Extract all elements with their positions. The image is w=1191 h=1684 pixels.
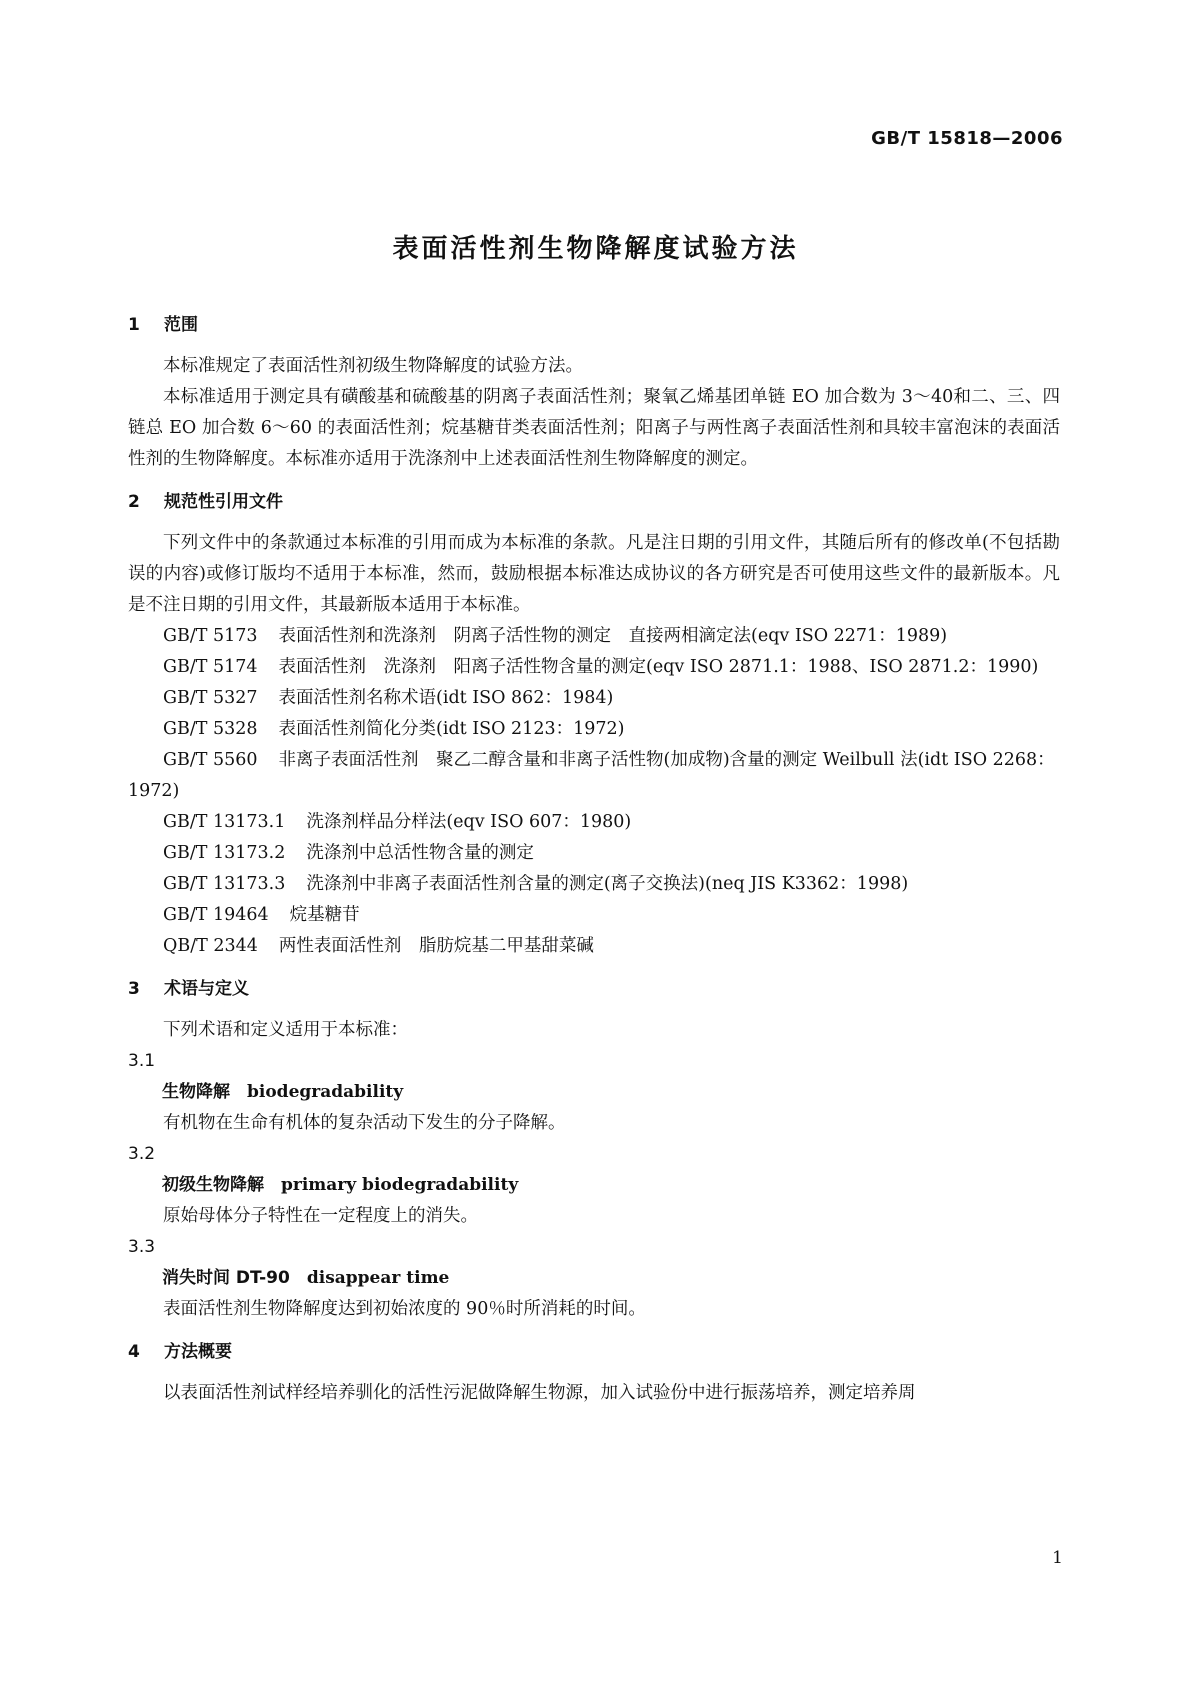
reference-code: GB/T 13173.2 bbox=[163, 843, 286, 863]
reference-item bbox=[128, 807, 1060, 838]
term-definition: 原始母体分子特性在一定程度上的消失。 bbox=[163, 1206, 478, 1226]
term-heading bbox=[128, 1170, 1060, 1201]
section-title: 方法概要 bbox=[164, 1342, 232, 1362]
reference-title: 表面活性剂和洗涤剂 阴离子活性物的测定 直接两相滴定法(eqv ISO 2271：1989) bbox=[278, 626, 948, 646]
term-chinese: 消失时间 DT-90 bbox=[162, 1268, 290, 1288]
reference-item bbox=[128, 714, 1060, 745]
term-chinese: 生物降解 bbox=[162, 1082, 230, 1102]
section-1-heading bbox=[128, 310, 1060, 341]
reference-code: GB/T 13173.3 bbox=[163, 874, 286, 894]
reference-title: 洗涤剂中总活性物含量的测定 bbox=[306, 843, 534, 863]
section-title: 术语与定义 bbox=[164, 979, 249, 999]
term-definition: 表面活性剂生物降解度达到初始浓度的 90％时所消耗的时间。 bbox=[163, 1299, 646, 1319]
term-number: 3.1 bbox=[128, 1051, 156, 1071]
section-number: 4 bbox=[128, 1342, 140, 1362]
reference-item bbox=[128, 931, 1060, 962]
section-2-heading bbox=[128, 487, 1060, 518]
reference-item bbox=[128, 683, 1060, 714]
reference-title: 烷基糖苷 bbox=[289, 905, 360, 925]
document-title: 表面活性剂生物降解度试验方法 bbox=[392, 234, 799, 264]
reference-item bbox=[128, 900, 1060, 931]
term-number: 3.2 bbox=[128, 1144, 156, 1164]
standard-number: GB/T 15818—2006 bbox=[871, 128, 1063, 149]
section-title: 规范性引用文件 bbox=[164, 492, 283, 512]
reference-title: 表面活性剂名称术语(idt ISO 862：1984) bbox=[278, 688, 614, 708]
paragraph: 本标准规定了表面活性剂初级生物降解度的试验方法。 bbox=[163, 356, 583, 376]
page-number: 1 bbox=[1052, 1548, 1063, 1568]
reference-title: 表面活性剂简化分类(idt ISO 2123：1972) bbox=[278, 719, 625, 739]
reference-code: GB/T 19464 bbox=[163, 905, 269, 925]
reference-code: GB/T 5560 bbox=[163, 750, 258, 770]
term-english: primary biodegradability bbox=[281, 1175, 519, 1195]
paragraph: 下列术语和定义适用于本标准： bbox=[163, 1020, 408, 1040]
paragraph: 下列文件中的条款通过本标准的引用而成为本标准的条款。凡是注日期的引用文件，其随后所有的修改单(不包括勘误的内容)或修订版均不适用于本标准，然而，鼓励根据本标准达成协议的各方研究是否可使用这些文件的最新版本。凡是不注日期的引用文件，其最新版本适用于本标准。 bbox=[128, 533, 1060, 615]
reference-code: GB/T 5328 bbox=[163, 719, 258, 739]
term-number: 3.3 bbox=[128, 1237, 156, 1257]
reference-title: 表面活性剂 洗涤剂 阳离子活性物含量的测定(eqv ISO 2871.1：1988、ISO 2871.2：1990) bbox=[278, 657, 1039, 677]
section-3-heading bbox=[128, 974, 1060, 1005]
reference-code: GB/T 13173.1 bbox=[163, 812, 286, 832]
reference-code: GB/T 5173 bbox=[163, 626, 258, 646]
reference-code: GB/T 5327 bbox=[163, 688, 258, 708]
term-heading bbox=[128, 1077, 1060, 1108]
reference-item bbox=[128, 652, 1060, 683]
section-number: 2 bbox=[128, 492, 140, 512]
term-heading bbox=[128, 1263, 1060, 1294]
paragraph: 以表面活性剂试样经培养驯化的活性污泥做降解生物源，加入试验份中进行振荡培养，测定培养周 bbox=[163, 1383, 916, 1403]
reference-item bbox=[128, 869, 1060, 900]
reference-title: 非离子表面活性剂 聚乙二醇含量和非离子活性物(加成物)含量的测定 Weilbull 法(idt ISO 2268：1972) bbox=[128, 750, 1055, 801]
paragraph: 本标准适用于测定具有磺酸基和硫酸基的阴离子表面活性剂；聚氧乙烯基团单链 EO 加合数为 3～40和二、三、四链总 EO 加合数 6～60 的表面活性剂；烷基糖苷类表面活性剂；阳离子与两性离子表面活性剂和具较丰富泡沫的表面活性剂的生物降解度。本标准亦适用于洗涤剂中上述表面活性剂生物降解度的测定。 bbox=[128, 387, 1060, 469]
section-number: 3 bbox=[128, 979, 140, 999]
reference-code: GB/T 5174 bbox=[163, 657, 258, 677]
term-english: biodegradability bbox=[247, 1082, 404, 1102]
document-body bbox=[128, 310, 1060, 1409]
term-chinese: 初级生物降解 bbox=[162, 1175, 264, 1195]
reference-item bbox=[128, 621, 1060, 652]
reference-item bbox=[128, 838, 1060, 869]
section-4-heading bbox=[128, 1337, 1060, 1368]
term-definition: 有机物在生命有机体的复杂活动下发生的分子降解。 bbox=[163, 1113, 566, 1133]
section-number: 1 bbox=[128, 315, 140, 335]
reference-title: 两性表面活性剂 脂肪烷基二甲基甜菜碱 bbox=[278, 936, 594, 956]
reference-item bbox=[128, 745, 1060, 807]
reference-code: QB/T 2344 bbox=[163, 936, 258, 956]
section-title: 范围 bbox=[164, 315, 198, 335]
term-english: disappear time bbox=[306, 1268, 450, 1288]
reference-title: 洗涤剂样品分样法(eqv ISO 607：1980) bbox=[306, 812, 632, 832]
reference-title: 洗涤剂中非离子表面活性剂含量的测定(离子交换法)(neq JIS K3362：1998) bbox=[306, 874, 909, 894]
